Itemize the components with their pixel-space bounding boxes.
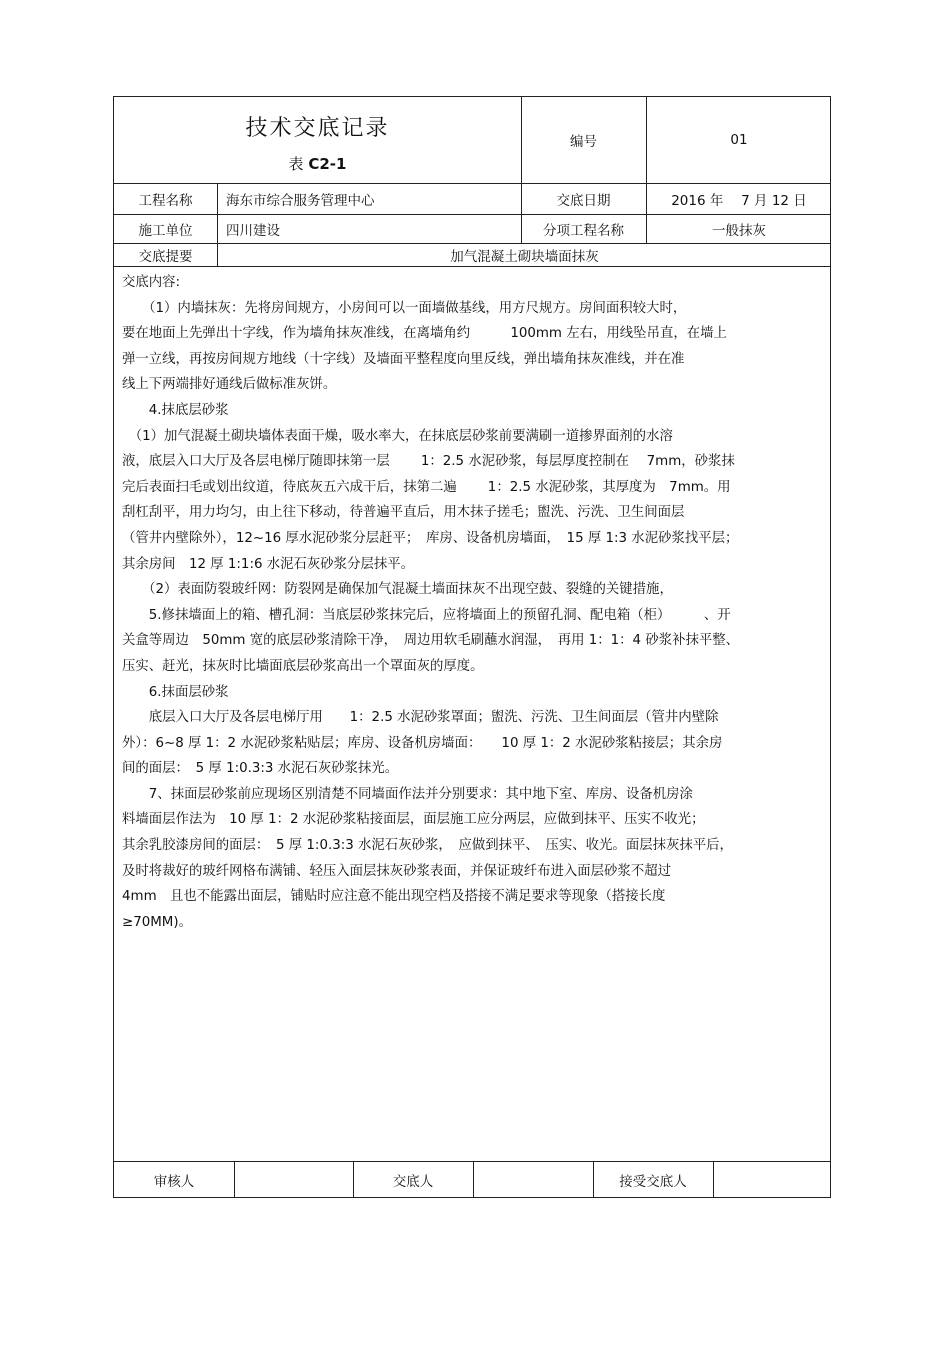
receiver-label: 接受交底人	[619, 1173, 687, 1190]
summary-label: 交底提要	[138, 248, 193, 265]
disclosure-content	[122, 270, 822, 935]
date-value: 2016 年 7 月 12 日	[671, 192, 807, 209]
content-line: 线上下两端排好通线后做标准灰饼。	[122, 377, 337, 393]
content-line: 7、抹面层砂浆前应现场区别清楚不同墙面作法并分别要求：其中地下室、库房、设备机房涂	[122, 786, 693, 802]
content-line: 压实、赶光，抹灰时比墙面底层砂浆高出一个罩面灰的厚度。	[122, 658, 484, 674]
content-line: 完后表面扫毛或划出纹道，待底灰五六成干后，抹第二遍 1：2.5 水泥砂浆，其厚度为 7mm。用	[122, 479, 731, 495]
contractor-label: 施工单位	[138, 222, 193, 239]
project-name-value: 海东市综合服务管理中心	[226, 192, 375, 209]
subitem-label: 分项工程名称	[543, 222, 624, 239]
content-line: 液，底层入口大厅及各层电梯厅随即抹第一层 1：2.5 水泥砂浆，每层厚度控制在 7mm，砂浆抹	[122, 454, 735, 470]
content-line: ≥70MM)。	[122, 914, 192, 930]
content-line: 5.修抹墙面上的箱、槽孔洞：当底层砂浆抹完后，应将墙面上的预留孔洞、配电箱（柜） 、开	[122, 607, 731, 623]
summary-value: 加气混凝土砌块墙面抹灰	[450, 248, 599, 265]
content-line: 料墙面层作法为 10 厚 1：2 水泥砂浆粘接面层，面层施工应分两层，应做到抹平、压实不收光；	[122, 812, 705, 828]
content-line: 外）：6~8 厚 1：2 水泥砂浆粘贴层；库房、设备机房墙面： 10 厚 1：2 水泥砂浆粘接层；其余房	[122, 735, 723, 751]
content-line: 关盒等周边 50mm 宽的底层砂浆清除干净， 周边用软毛刷蘸水润湿， 再用 1：1：4 砂浆补抹平整、	[122, 633, 740, 649]
content-line: 底层入口大厅及各层电梯厅用 1：2.5 水泥砂浆罩面；盥洗、污洗、卫生间面层（管井内壁除	[122, 710, 719, 726]
content-line: （1）内墙抹灰：先将房间规方，小房间可以一面墙做基线，用方尺规方。房间面积较大时，	[122, 300, 687, 316]
content-line: （2）表面防裂玻纤网：防裂网是确保加气混凝土墙面抹灰不出现空鼓、裂缝的关键措施，	[122, 582, 673, 598]
form-code-value: C2-1	[308, 155, 347, 173]
row-divider	[114, 266, 830, 267]
reviewer-signature-field[interactable]	[234, 1161, 353, 1198]
discloser-signature-field[interactable]	[473, 1161, 593, 1198]
project-name-label: 工程名称	[138, 192, 193, 209]
number-label: 编号	[570, 134, 597, 150]
content-line: （1）加气混凝土砌块墙体表面干燥，吸水率大，在抹底层砂浆前要满刷一道掺界面剂的水溶	[122, 428, 673, 444]
subitem-value: 一般抹灰	[712, 222, 766, 239]
form-code	[114, 153, 521, 174]
content-line: 4mm 且也不能露出面层，铺贴时应注意不能出现空档及搭接不满足要求等现象（搭接长度	[122, 889, 666, 905]
content-line: 其余房间 12 厚 1:1:6 水泥石灰砂浆分层抹平。	[122, 556, 415, 572]
content-heading: 交底内容:	[122, 275, 181, 290]
content-line: 间的面层： 5 厚 1:0.3:3 水泥石灰砂浆抹光。	[122, 761, 399, 777]
content-line: 及时将裁好的玻纤网格布满铺、轻压入面层抹灰砂浆表面，并保证玻纤布进入面层砂浆不超过	[122, 863, 672, 879]
number-value: 01	[730, 132, 748, 148]
content-line: 6.抹面层砂浆	[122, 684, 229, 700]
form-code-prefix: 表	[288, 155, 309, 173]
date-label: 交底日期	[556, 192, 611, 209]
discloser-label: 交底人	[392, 1173, 434, 1190]
disclosure-form	[113, 96, 831, 1198]
content-line: 其余乳胶漆房间的面层： 5 厚 1:0.3:3 水泥石灰砂浆， 应做到抹平、 压实、收光。面层抹灰抹平后，	[122, 838, 733, 854]
content-line: 要在地面上先弹出十字线，作为墙角抹灰准线，在离墙角约 100mm 左右，用线坠吊直，在墙上	[122, 326, 727, 342]
reviewer-label: 审核人	[153, 1173, 195, 1190]
content-line: （管井内壁除外），12~16 厚水泥砂浆分层赶平； 库房、设备机房墙面， 15 厚 1:3 水泥砂浆找平层；	[122, 530, 739, 546]
content-line: 弹一立线，再按房间规方地线（十字线）及墙面平整程度向里反线，弹出墙角抹灰准线，并在准	[122, 351, 685, 367]
content-line: 4.抹底层砂浆	[122, 402, 229, 418]
content-line: 刮杠刮平，用力均匀，由上往下移动，待普遍平直后，用木抹子搓毛；盥洗、污洗、卫生间面层	[122, 505, 685, 521]
receiver-signature-field[interactable]	[713, 1161, 831, 1198]
contractor-value: 四川建设	[226, 222, 280, 239]
document-title: 技术交底记录	[245, 116, 390, 141]
